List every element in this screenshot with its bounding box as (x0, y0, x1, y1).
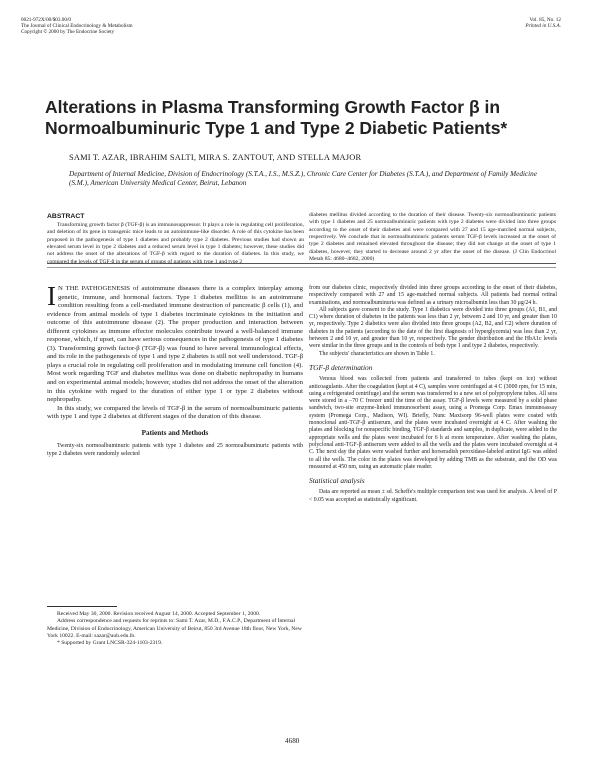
abstract-text-right: diabetes mellitus divided according to the duration of their disease. Twenty-six normoalbuminuric patients with type 1 diabetes and 25 normoalbuminuric patients with type 2 diabetes were divided into three groups according to the onset of their diabetes and were compared with 27 and 15 age-matched normal subjects, respectively. We conclude that in normoalbuminuric patients serum TGF-β levels increased at the onset of type 2 diabetes and remained elevated throughout the disease; they did not change at the onset of type 1 diabetes, however, they started to decrease around 2 yr after the onset of the disease. (J Clin Endocrinol Metab 85: 4680–4682, 2000) (309, 212, 556, 263)
intro-text: N THE PATHOGENESIS of autoimmune diseases there is a complex interplay among genetic, immune, and hormonal factors. Type 1 diabetes mellitus is an autoimmune condition resulting from a cell-mediated immune destruction of pancreatic β cells (1), and evidence from animal models of type 1 diabetes incriminate cytokines in the initiation and outcome of this autoimmune disease (2). The proper production and interaction between different cytokines as immune effector molecules contribute toward a well-balanced immune response, which, if upset, can have serious consequences in the pathogenesis of type 1 diabetes (3). Transforming growth factor-β (TGF-β) was found to have several immunological effects, and its role in the pathogenesis of type 1 and type 2 diabetes is still not well understood. TGF-β plays a crucial role in regulating cell proliferation and in modulating immune cell function (4). Most work regarding TGF and diabetes mellitus was done on diabetic nephropathy in humans and on experimental animal models; however, studies did not address the onset of the alteration in this cytokine with regard to the duration of either type 1 or type 2 diabetes without nephropathy. (47, 285, 303, 404)
footnote-received: Received May 30, 2000. Revision received August 14, 2000. Accepted September 1, 2000. (57, 611, 261, 617)
abstract-heading: ABSTRACT (47, 213, 85, 220)
statistical-analysis-heading: Statistical analysis (309, 476, 365, 486)
copyright-line: Copyright © 2000 by The Endocrine Society (21, 29, 115, 35)
abstract-divider-thin (47, 267, 556, 268)
footnote-correspondence: Address correspondence and requests for reprints to: Sami T. Azar, M.D., F.A.C.P., Department of Internal Medicine, Division of Endocrinology, American University of Beirut, 850 3rd Avenue 18th floor, New York, New York 10022. E-mail: sazar@aub.edu.lb. (47, 618, 302, 640)
article-title: Alterations in Plasma Transforming Growth Factor β in Normoalbuminuric Type 1 and Type 2 Diabetic Patients* (45, 97, 508, 138)
affiliation: Department of Internal Medicine, Division of Endocrinology (S.T.A., I.S., M.S.Z.), Chronic Care Center for Diabetes (S.T.A.), and Department of Family Medicine (S.M.), American University Medical Center, Beirut, Lebanon (69, 170, 537, 188)
drop-cap: I (47, 281, 56, 311)
abstract-left-column (47, 222, 304, 266)
footnote-support: * Supported by Grant LNCSR-324-1103-2319. (57, 640, 163, 647)
journal-header-left (21, 17, 133, 35)
printed-line: Printed in U.S.A. (525, 23, 561, 29)
groups-paragraph: All subjects gave consent to the study. Type 1 diabetics were divided into three groups (A1, B1, and C1) where duration of diabetes in the patients was less than 2 yr, between 2 and 10 yr, and greater than 10 yr, respectively. Type 2 diabetics were also divided into three groups (A2, B2, and C2) where duration of diabetes in the patients (according to the date of the first diagnosis of hyperglycemia) was less than 2 yr, between 2 and 10 yr, and greater than 10 yr, respectively. The gender distribution and the HbA1c levels were similar in the three groups and in the controls of both type 1 and type 2 diabetes, respectively. (309, 306, 557, 350)
methods-heading: Patients and Methods (141, 428, 209, 437)
page-number: 4680 (285, 737, 300, 745)
body-right-column (309, 285, 557, 504)
body-left-column (47, 281, 303, 458)
statistics-paragraph: Data are reported as mean ± sd. Scheffe's multiple comparison test was used for analysis. A level of P < 0.05 was accepted as statistically significant. (309, 489, 557, 503)
footnote-divider (47, 606, 117, 607)
intro-paragraph-2: In this study, we compared the levels of TGF-β in the serum of normoalbuminuric patients with type 1 and type 2 diabetes at different stages of the duration of this disease. (47, 404, 303, 421)
abstract-text-left: Transforming growth factor β (TGF-β) is an immunosuppressor. It plays a role in regulating cell proliferation, and deletion of its gene in transgenic mice leads to an autoimmune-like disorder. A role of this cytokine has been proposed in the pathogenesis of type 1 diabetes and probably type 2 diabetes. Previous studies had shown an elevated serum level in type 2 diabetes and a reduced serum level in type 1 diabetes; however, these studies did not address the onset of the alterations of TGF-β with regard to the duration of diabetes. In this study, we compared the levels of TGF-β in the serum of groups of patients with type 1 and type 2 (47, 222, 304, 265)
abstract-right-column (309, 212, 556, 263)
issn-line: 0021-972X/00/$03.00/0 (21, 17, 72, 23)
table-ref-paragraph: The subjects' characteristics are shown in Table 1. (319, 350, 435, 357)
journal-header-right (525, 17, 561, 29)
methods-paragraph: Twenty-six normoalbuminuric patients with type 1 diabetes and 25 normoalbuminuric patients with type 2 diabetes were randomly selected (47, 443, 303, 457)
tgf-method-paragraph: Venous blood was collected from patients and transferred to tubes (kept on ice) without anticoagulants. After the coagulation (kept at 4 C), samples were centrifuged at 4 C (3000 rpm, for 15 min, using a refrigerated centrifuge) and the serum was transferred to a new set of polypropylene tubes. All sera were stored in a −70 C freezer until the time of the assay. TGF-β levels were measured by a solid phase sandwich, two-site enzyme-linked immunosorbent assay, using a Promega Corp. Emax immunoassay system (Promega Corp., Madison, WI). Briefly, Nunc Maxisorp 96-well plates were coated with monoclonal anti-TGF-β antiserum, and the plates were incubated overnight at 4 C. After washing the plates and blocking for nonspecific binding, TGF-β standards and samples, in duplicate, were added to the appropriate wells and the plates were incubated for 6 h at room temperature. After washing the plates, polyclonal anti-TGF-β antiserum were added to all the wells and the plates were incubated overnight at 4 C. The next day the plates were washed further and horseradish peroxidase-labeled antirat IgG was added to all the wells. The color in the plates was developed by adding TMB as the substrate, and the OD was measured at 450 nm, using an automatic plate reader. (309, 376, 557, 470)
tgf-determination-heading: TGF-β determination (309, 362, 373, 372)
footnotes (47, 611, 303, 648)
journal-name: The Journal of Clinical Endocrinology & Metabolism (21, 23, 133, 29)
abstract-divider (47, 263, 556, 264)
intro-paragraph (47, 281, 303, 405)
volume-line: Vol. 85, No. 12 (529, 17, 561, 23)
author-list: SAMI T. AZAR, IBRAHIM SALTI, MIRA S. ZANTOUT, AND STELLA MAJOR (69, 153, 362, 162)
patients-paragraph: from our diabetes clinic, respectively divided into three groups according to the onset of their diabetes, respectively compared with 27 and 15 age-matched normal subjects. All patients had normal retinal examinations, and normoalbuminuria was defined as a urinary microalbumin less than 30 μg/24 h. (309, 285, 557, 306)
